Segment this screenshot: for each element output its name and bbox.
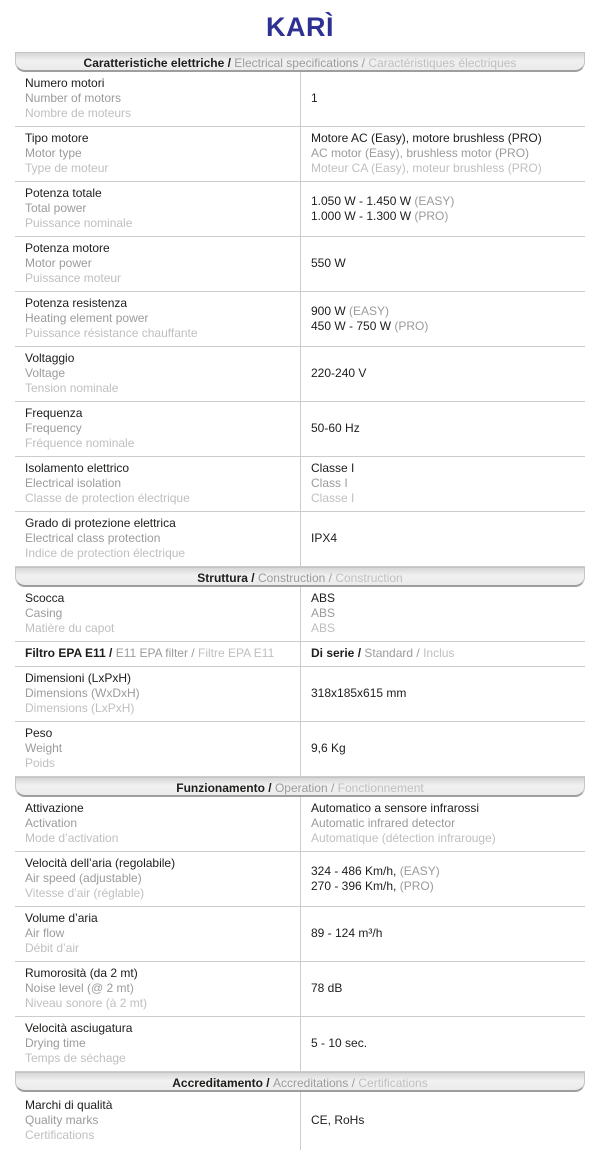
text-segment: Dimensions (WxDxH) [25,686,140,700]
text-segment: 1.000 W - 1.300 W [311,208,415,223]
text-segment: Class I [311,476,348,490]
text-segment: Filtro EPA E11 / [25,646,116,660]
text-segment: 89 - 124 m³/h [311,926,383,940]
text-segment: Mode d’activation [25,831,119,845]
spec-row [15,797,585,852]
value-line [311,476,581,491]
label-line [25,161,296,176]
value-line [311,816,581,831]
value-line [311,319,581,334]
text-segment: Operation [274,781,328,795]
spec-label [15,852,300,906]
text-segment: CE, RoHs [311,1113,365,1127]
label-line [25,1051,296,1066]
text-segment: Grado di protezione elettrica [25,516,176,530]
section-header-funzionamento [15,777,585,797]
text-segment: Niveau sonore (à 2 mt) [25,996,148,1010]
text-segment: Marchi di qualità [25,1098,113,1112]
label-line [25,381,296,396]
label-line [25,476,296,491]
text-segment: IPX4 [311,531,338,545]
text-segment: 900 W [311,303,350,318]
text-segment: Tipo motore [25,131,89,145]
value-line [311,591,581,606]
label-line [25,366,296,381]
spec-label [15,237,300,291]
label-line [25,911,296,926]
text-segment: 1.050 W - 1.450 W [311,193,415,208]
label-line [25,941,296,956]
text-segment: 450 W - 750 W [311,318,395,333]
text-segment: Motore AC (Easy), motore brushless (PRO) [311,131,542,145]
value-line [311,1036,581,1051]
text-segment: Velocità dell’aria (regolabile) [25,856,176,870]
label-line [25,146,296,161]
value-line [311,491,581,506]
text-segment: Struttura / [197,571,258,585]
spec-label [15,667,300,721]
text-segment: Isolamento elettrico [25,461,130,475]
text-segment: Certifications [25,1128,95,1142]
text-segment: 5 - 10 sec. [311,1036,368,1050]
text-segment: Attivazione [25,801,84,815]
label-line [25,241,296,256]
label-line [25,326,296,341]
spec-row [15,587,585,642]
value-line [311,194,581,209]
value-line [311,646,581,661]
spec-row [15,722,585,777]
spec-row [15,402,585,457]
text-segment: 220-240 V [311,366,367,380]
text-segment: Accreditamento / [172,1076,273,1090]
label-line [25,686,296,701]
text-segment: Drying time [25,1036,86,1050]
label-line [25,256,296,271]
value-line [311,209,581,224]
spec-row [15,667,585,722]
value-line [311,926,581,941]
spec-label [15,907,300,961]
text-segment: Quality marks [25,1113,99,1127]
text-segment: Caractéristiques électriques [368,56,517,70]
text-segment: Heating element power [25,311,149,325]
value-line [311,621,581,636]
label-line [25,701,296,716]
spec-label [15,127,300,181]
label-line [25,201,296,216]
text-segment: Vitesse d’air (réglable) [25,886,145,900]
text-segment: Poids [25,756,56,770]
spec-row [15,292,585,347]
label-line [25,546,296,561]
spec-value [300,797,585,851]
spec-value [300,292,585,346]
label-line [25,741,296,756]
label-line [25,531,296,546]
spec-value [300,512,585,566]
text-segment: Dimensioni (LxPxH) [25,671,132,685]
text-segment: (PRO) [394,318,429,333]
label-line [25,491,296,506]
label-line [25,831,296,846]
label-line [25,1098,296,1113]
section-header-caratteristiche-elettriche [15,52,585,72]
label-line [25,1128,296,1143]
section-accreditamento [15,1072,585,1150]
text-segment: Electrical isolation [25,476,122,490]
label-line [25,91,296,106]
label-line [25,131,296,146]
value-line [311,531,581,546]
text-segment: Scocca [25,591,65,605]
text-segment: Type de moteur [25,161,109,175]
section-struttura [15,567,585,777]
value-line [311,91,581,106]
label-line [25,886,296,901]
spec-row [15,907,585,962]
text-segment: (PRO) [399,878,434,893]
value-line [311,161,581,176]
text-segment: (EASY) [414,193,455,208]
section-header-struttura [15,567,585,587]
value-line [311,304,581,319]
value-line [311,256,581,271]
text-segment: Fonctionnement [337,781,424,795]
text-segment: Potenza motore [25,241,110,255]
text-segment: 1 [311,91,318,105]
text-segment: Funzionamento / [176,781,275,795]
value-line [311,879,581,894]
text-segment: 9,6 Kg [311,741,346,755]
text-segment: Automatique (détection infrarouge) [311,831,496,845]
text-segment: Casing [25,606,63,620]
text-segment: Classe de protection électrique [25,491,190,505]
text-segment: Puissance résistance chauffante [25,326,198,340]
text-segment: / [325,571,336,585]
text-segment: Potenza totale [25,186,102,200]
value-line [311,366,581,381]
text-segment: Standard [364,646,414,660]
value-line [311,801,581,816]
label-line [25,871,296,886]
spec-value [300,182,585,236]
label-line [25,671,296,686]
text-segment: Indice de protection électrique [25,546,186,560]
spec-label [15,512,300,566]
spec-row [15,512,585,567]
text-segment: Air speed (adjustable) [25,871,142,885]
label-line [25,106,296,121]
label-line [25,271,296,286]
label-line [25,996,296,1011]
text-segment: 318x185x615 mm [311,686,407,700]
text-segment: Motor power [25,256,92,270]
value-line [311,146,581,161]
spec-label [15,402,300,456]
text-segment: Classe I [311,461,355,475]
spec-label [15,962,300,1016]
spec-label [15,347,300,401]
text-segment: Voltage [25,366,66,380]
label-line [25,726,296,741]
spec-label [15,457,300,511]
value-line [311,981,581,996]
value-line [311,606,581,621]
value-line [311,421,581,436]
text-segment: Puissance nominale [25,216,133,230]
label-line [25,1113,296,1128]
label-line [25,421,296,436]
text-segment: Air flow [25,926,65,940]
label-line [25,966,296,981]
label-line [25,436,296,451]
text-segment: Frequency [25,421,82,435]
value-line [311,686,581,701]
spec-value [300,587,585,641]
text-segment: Tension nominale [25,381,119,395]
spec-value [300,402,585,456]
text-segment: E11 EPA filter [115,646,188,660]
text-segment: Puissance moteur [25,271,122,285]
spec-label [15,182,300,236]
text-segment: / [327,781,338,795]
spec-value [300,722,585,776]
text-segment: Di serie / [311,646,365,660]
text-segment: ABS [311,591,336,605]
value-line [311,864,581,879]
text-segment: Moteur CA (Easy), moteur brushless (PRO) [311,161,542,175]
spec-row [15,347,585,402]
text-segment: Certifications [358,1076,428,1090]
text-segment: / [187,646,198,660]
spec-label [15,72,300,126]
spec-value [300,237,585,291]
label-line [25,756,296,771]
text-segment: / [348,1076,359,1090]
spec-label [15,1092,300,1150]
text-segment: Velocità asciugatura [25,1021,133,1035]
value-line [311,831,581,846]
text-segment: ABS [311,606,336,620]
spec-label [15,1017,300,1071]
spec-value [300,1092,585,1150]
text-segment: ABS [311,621,336,635]
text-segment: 550 W [311,256,346,270]
text-segment: Motor type [25,146,82,160]
text-segment: Matière du capot [25,621,115,635]
spec-label [15,587,300,641]
text-segment: Temps de séchage [25,1051,126,1065]
text-segment: Noise level (@ 2 mt) [25,981,134,995]
spec-value [300,642,585,666]
spec-row [15,852,585,907]
label-line [25,621,296,636]
label-line [25,981,296,996]
spec-table [15,52,585,1150]
label-line [25,406,296,421]
text-segment: Rumorosità (da 2 mt) [25,966,138,980]
label-line [25,216,296,231]
label-line [25,606,296,621]
value-line [311,1113,581,1128]
text-segment: Automatic infrared detector [311,816,456,830]
text-segment: Weight [25,741,63,755]
spec-label [15,722,300,776]
label-line [25,1036,296,1051]
spec-label [15,797,300,851]
text-segment: (EASY) [399,863,440,878]
label-line [25,646,296,661]
spec-value [300,1017,585,1071]
label-line [25,351,296,366]
spec-row [15,72,585,127]
spec-value [300,347,585,401]
spec-row [15,237,585,292]
spec-value [300,852,585,906]
text-segment: 270 - 396 Km/h, [311,878,400,893]
text-segment: Caratteristiche elettriche / [83,56,235,70]
text-segment: Activation [25,816,78,830]
label-line [25,926,296,941]
text-segment: Inclus [423,646,455,660]
text-segment: Fréquence nominale [25,436,135,450]
value-line [311,741,581,756]
text-segment: (PRO) [414,208,449,223]
spec-value [300,907,585,961]
spec-row [15,962,585,1017]
label-line [25,801,296,816]
spec-row [15,457,585,512]
text-segment: Filtre EPA E11 [197,646,275,660]
text-segment: Construction [257,571,326,585]
text-segment: Débit d’air [25,941,80,955]
section-caratteristiche-elettriche [15,52,585,567]
text-segment: 324 - 486 Km/h, [311,863,400,878]
text-segment: / [413,646,424,660]
value-line [311,131,581,146]
text-segment: (EASY) [349,303,390,318]
text-segment: / [358,56,369,70]
text-segment: 50-60 Hz [311,421,360,435]
text-segment: Electrical specifications [234,56,359,70]
text-segment: 78 dB [311,981,343,995]
text-segment: Potenza resistenza [25,296,128,310]
text-segment: Automatico a sensore infrarossi [311,801,480,815]
text-segment: AC motor (Easy), brushless motor (PRO) [311,146,530,160]
label-line [25,461,296,476]
label-line [25,186,296,201]
spec-value [300,127,585,181]
text-segment: Electrical class protection [25,531,161,545]
label-line [25,816,296,831]
text-segment: Classe I [311,491,355,505]
label-line [25,311,296,326]
text-segment: Number of motors [25,91,122,105]
text-segment: Peso [25,726,53,740]
spec-row [15,182,585,237]
spec-row [15,642,585,667]
spec-value [300,962,585,1016]
spec-value [300,457,585,511]
spec-value [300,72,585,126]
label-line [25,76,296,91]
value-line [311,461,581,476]
text-segment: Total power [25,201,87,215]
label-line [25,296,296,311]
spec-value [300,667,585,721]
text-segment: Accreditations [272,1076,349,1090]
section-funzionamento [15,777,585,1072]
spec-label [15,642,300,666]
text-segment: Dimensions (LxPxH) [25,701,135,715]
product-title: KARÌ [266,12,334,42]
label-line [25,591,296,606]
spec-label [15,292,300,346]
spec-row [15,1017,585,1072]
text-segment: Frequenza [25,406,83,420]
text-segment: Nombre de moteurs [25,106,132,120]
text-segment: Construction [335,571,403,585]
spec-row [15,1092,585,1150]
section-header-accreditamento [15,1072,585,1092]
text-segment: Voltaggio [25,351,75,365]
text-segment: Volume d’aria [25,911,98,925]
text-segment: Numero motori [25,76,105,90]
label-line [25,1021,296,1036]
label-line [25,516,296,531]
spec-row [15,127,585,182]
label-line [25,856,296,871]
